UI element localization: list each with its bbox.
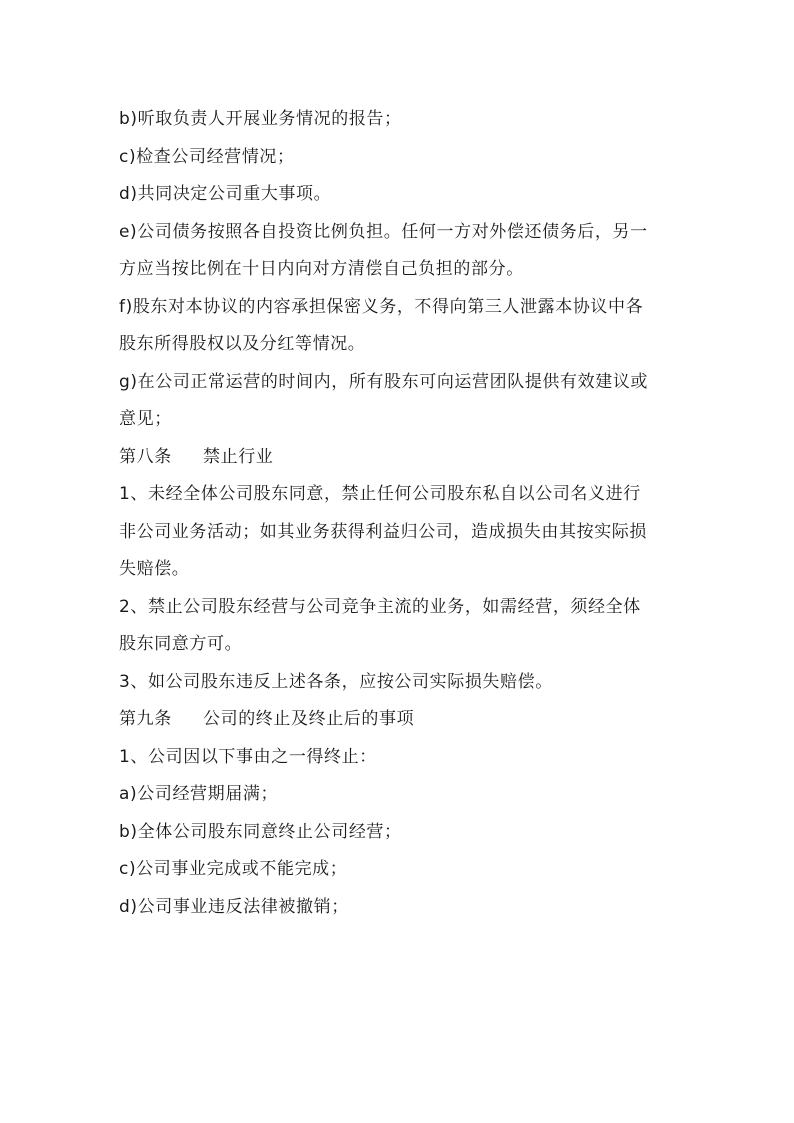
text-line: e)公司债务按照各自投资比例负担。任何一方对外偿还债务后，另一 — [119, 221, 648, 242]
text-line: b)听取负责人开展业务情况的报告； — [119, 109, 402, 129]
text-line: 股东同意方可。 — [119, 634, 243, 654]
text-line: 方应当按比例在十日内向对方清偿自己负担的部分。 — [119, 259, 524, 279]
text-line: 股东所得股权以及分红等情况。 — [119, 334, 366, 354]
text-line: c)检查公司经营情况； — [119, 146, 295, 167]
text-line: a)公司经营期届满； — [119, 784, 279, 804]
article-8-label: 第八条 — [119, 446, 172, 467]
article-9-heading — [119, 703, 679, 735]
text-line: 失赔偿。 — [119, 559, 190, 579]
text-line: 1、未经全体公司股东同意，禁止任何公司股东私自以公司名义进行 — [119, 484, 641, 504]
article-8-title: 禁止行业 — [203, 446, 274, 467]
text-line: g)在公司正常运营的时间内，所有股东可向运营团队提供有效建议或 — [119, 371, 649, 392]
article-9-title: 公司的终止及终止后的事项 — [203, 709, 415, 729]
text-line: 非公司业务活动；如其业务获得利益归公司，造成损失由其按实际损 — [119, 521, 647, 542]
text-line: d)共同决定公司重大事项。 — [119, 184, 332, 204]
text-line: 2、禁止公司股东经营与公司竞争主流的业务，如需经营，须经全体 — [119, 596, 641, 617]
text-line: 意见； — [119, 409, 172, 429]
article-8-heading — [119, 441, 679, 473]
text-line: d)公司事业违反法律被撤销； — [119, 896, 349, 917]
text-line: b)全体公司股东同意终止公司经营； — [119, 821, 402, 842]
text-line: f)股东对本协议的内容承担保密义务，不得向第三人泄露本协议中各 — [119, 296, 644, 317]
text-line: 1、公司因以下事由之一得终止： — [119, 746, 377, 767]
text-line: 3、如公司股东违反上述各条，应按公司实际损失赔偿。 — [119, 671, 553, 692]
article-9-label: 第九条 — [119, 709, 172, 729]
text-line: c)公司事业完成或不能完成； — [119, 859, 348, 879]
document-body — [119, 103, 679, 928]
